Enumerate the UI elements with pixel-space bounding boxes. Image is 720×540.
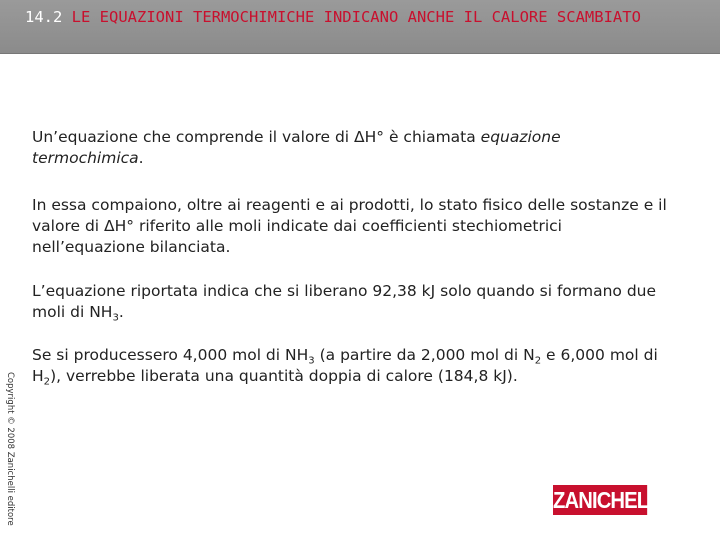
subscript: 3 — [308, 355, 315, 367]
copyright-text: Copyright © 2008 Zanichelli editore — [5, 372, 15, 526]
slide-title — [25, 7, 685, 27]
paragraph-example — [32, 345, 672, 387]
paragraph-text: e 6,000 mol di H — [32, 346, 658, 385]
paragraph-description: In essa compaiono, oltre ai reagenti e ai prodotti, lo stato fisico delle sostanze e il valore di ΔH° riferito alle moli indicate dai coefficienti stechiometrici nell’equazione bilanciata. — [32, 196, 667, 256]
emphasis-term: equazione termochimica — [32, 128, 561, 167]
subscript: 3 — [112, 312, 119, 324]
paragraph-equation-note — [32, 281, 672, 323]
paragraph-text: (a partire da 2,000 mol di N — [314, 346, 535, 364]
subscript: 2 — [43, 376, 51, 388]
subscript: 2 — [534, 355, 542, 367]
copyright-notice — [4, 372, 16, 532]
paragraph-text: L’equazione riportata indica che si liberano 92,38 kJ solo quando si formano due moli di NH — [32, 282, 657, 321]
publisher-logo: ZANICHELLI — [553, 487, 665, 513]
section-title: LE EQUAZIONI TERMOCHIMICHE INDICANO ANCHE IL CALORE SCAMBIATO — [71, 8, 641, 26]
paragraph-definition — [32, 127, 672, 169]
title-bar — [0, 0, 720, 54]
paragraph-text: Un’equazione che comprende il valore di ΔH° è chiamata — [32, 128, 481, 146]
paragraph-text: . — [118, 303, 124, 321]
paragraph-text: ), verrebbe liberata una quantità doppia di calore (184,8 kJ). — [50, 367, 518, 385]
paragraph-text: . — [138, 149, 144, 167]
paragraph-text: Se si producessero 4,000 mol di NH — [32, 346, 309, 364]
section-number: 14.2 — [25, 8, 63, 26]
